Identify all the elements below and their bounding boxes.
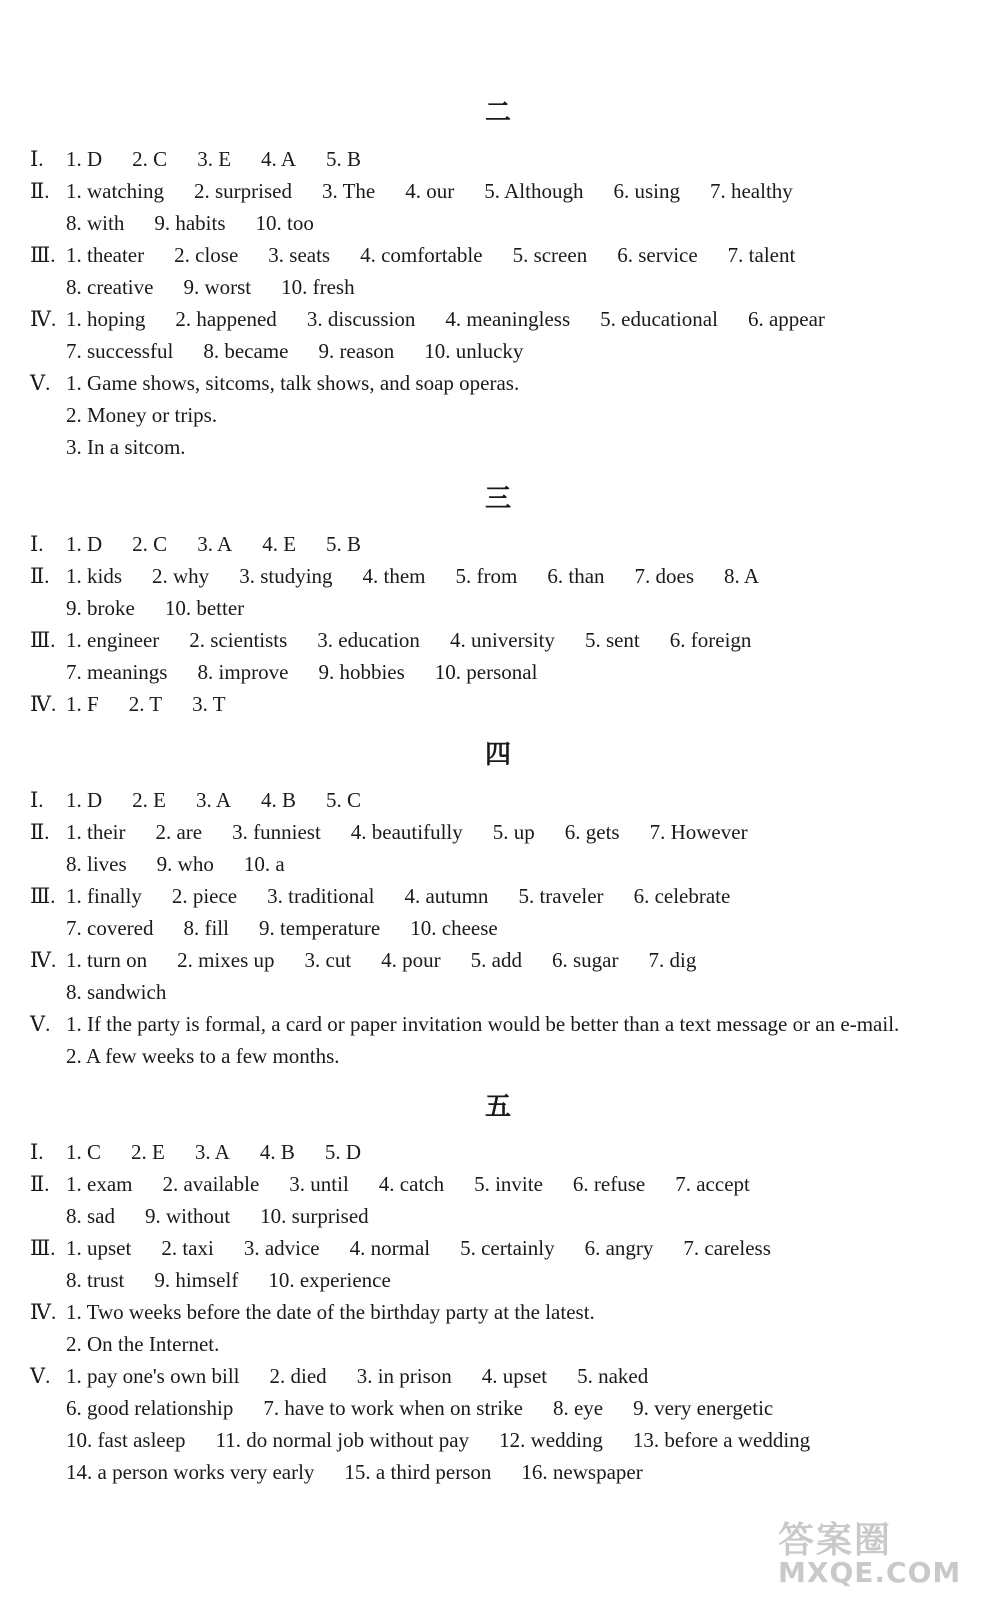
answer-item: 3. In a sitcom. — [66, 435, 186, 459]
answer-item: 1. C — [66, 1140, 102, 1164]
answer-item: 2. C — [132, 532, 168, 556]
answer-list — [66, 1168, 780, 1200]
answer-row — [0, 1264, 996, 1296]
answer-item: 7. covered — [66, 916, 154, 940]
answer-item: 7. talent — [727, 243, 796, 267]
watermark-logo — [778, 1512, 968, 1592]
answer-row — [0, 239, 996, 271]
answer-item: 10. unlucky — [424, 339, 524, 363]
answer-row — [0, 912, 996, 944]
answer-item: 2. close — [174, 243, 239, 267]
answer-item: 8. lives — [66, 852, 127, 876]
answer-list — [66, 528, 391, 560]
answer-item: 5. sent — [584, 628, 640, 652]
answer-list — [66, 816, 778, 848]
answer-item: 3. cut — [304, 948, 352, 972]
answer-row — [0, 175, 996, 207]
answer-list — [66, 239, 825, 271]
answer-item: 11. do normal job without pay — [215, 1428, 470, 1452]
answer-row — [0, 1296, 996, 1328]
answer-item: 2. why — [152, 564, 210, 588]
answer-item: 6. angry — [584, 1236, 654, 1260]
section-title: 二 — [484, 98, 511, 128]
answer-item: 2. are — [155, 820, 203, 844]
answer-item: 10. surprised — [260, 1204, 369, 1228]
part-numeral: Ⅱ. — [30, 179, 50, 203]
answer-list — [66, 1296, 595, 1328]
answer-row — [0, 656, 996, 688]
answer-item: 8. improve — [197, 660, 289, 684]
answer-item: 10. cheese — [410, 916, 498, 940]
answer-item: 3. advice — [243, 1236, 320, 1260]
answer-item: 5. up — [492, 820, 535, 844]
answer-row — [0, 143, 996, 175]
answer-item: 8. trust — [66, 1268, 125, 1292]
answer-list — [66, 271, 385, 303]
answer-item: 7. does — [634, 564, 695, 588]
answer-item: 10. too — [255, 211, 314, 235]
answer-item: 1. Game shows, sitcoms, talk shows, and soap operas. — [66, 371, 520, 395]
answer-row — [0, 303, 996, 335]
answer-item: 5. naked — [577, 1364, 649, 1388]
answer-item: 10. fresh — [281, 275, 355, 299]
answer-item: 8. with — [66, 211, 125, 235]
answer-item: 2. taxi — [161, 1236, 214, 1260]
answer-item: 3. The — [321, 179, 376, 203]
answer-item: 1. their — [66, 820, 126, 844]
answer-item: 9. himself — [154, 1268, 239, 1292]
part-numeral: Ⅲ. — [30, 628, 56, 652]
part-numeral: Ⅱ. — [30, 1172, 50, 1196]
answer-list — [66, 784, 391, 816]
answer-item: 5. B — [326, 147, 362, 171]
answer-item: 4. pour — [381, 948, 441, 972]
answer-item: 9. habits — [154, 211, 226, 235]
answer-row — [0, 431, 996, 463]
answer-list — [66, 848, 315, 880]
answer-list — [66, 656, 567, 688]
answer-item: 6. service — [617, 243, 698, 267]
answer-row — [0, 848, 996, 880]
answer-item: 8. eye — [552, 1396, 604, 1420]
answer-item: 6. good relationship — [66, 1396, 234, 1420]
answer-item: 1. D — [66, 532, 103, 556]
answer-list — [66, 1200, 399, 1232]
answer-list — [66, 1392, 803, 1424]
answer-row — [0, 335, 996, 367]
answer-row — [0, 528, 996, 560]
answer-item: 4. our — [405, 179, 455, 203]
answer-item: 8. became — [203, 339, 289, 363]
section-title: 四 — [484, 740, 511, 770]
answer-list — [66, 399, 217, 431]
answer-row — [0, 1168, 996, 1200]
answer-item: 3. E — [197, 147, 232, 171]
answer-item: 2. happened — [175, 307, 277, 331]
answer-item: 3. A — [197, 532, 233, 556]
answer-item: 6. using — [613, 179, 680, 203]
answer-row — [0, 784, 996, 816]
answer-item: 5. add — [470, 948, 522, 972]
part-numeral: Ⅲ. — [30, 1236, 56, 1260]
answer-item: 3. A — [194, 1140, 230, 1164]
answer-item: 8. sandwich — [66, 980, 167, 1004]
answer-item: 2. T — [128, 692, 163, 716]
answer-row — [0, 688, 996, 720]
answer-item: 5. Although — [484, 179, 584, 203]
answer-item: 5. certainly — [460, 1236, 555, 1260]
part-numeral: Ⅰ. — [30, 1140, 44, 1164]
answer-item: 5. B — [326, 532, 362, 556]
answer-list — [66, 1456, 673, 1488]
answer-item: 4. B — [261, 788, 297, 812]
answer-item: 9. temperature — [258, 916, 381, 940]
answer-row — [0, 816, 996, 848]
answer-row — [0, 1424, 996, 1456]
answer-item: 6. than — [547, 564, 605, 588]
answer-row — [0, 1040, 996, 1072]
answer-list — [66, 431, 186, 463]
part-numeral: Ⅴ. — [30, 1012, 51, 1036]
answer-item: 3. studying — [239, 564, 333, 588]
part-numeral: Ⅳ. — [30, 307, 57, 331]
answer-item: 3. traditional — [267, 884, 375, 908]
answer-item: 4. beautifully — [350, 820, 463, 844]
answer-item: 1. D — [66, 147, 103, 171]
answer-item: 9. worst — [183, 275, 252, 299]
part-numeral: Ⅲ. — [30, 884, 56, 908]
answer-row — [0, 207, 996, 239]
answer-list — [66, 367, 519, 399]
answer-row — [0, 1456, 996, 1488]
answer-item: 3. A — [196, 788, 232, 812]
answer-row — [0, 560, 996, 592]
answer-item: 8. creative — [66, 275, 154, 299]
answer-item: 3. funniest — [232, 820, 321, 844]
answer-list — [66, 688, 256, 720]
answer-item: 8. A — [724, 564, 760, 588]
answer-item: 4. A — [261, 147, 297, 171]
answer-list — [66, 1264, 421, 1296]
part-numeral: Ⅰ. — [30, 532, 44, 556]
answer-item: 4. catch — [378, 1172, 445, 1196]
answer-item: 9. hobbies — [318, 660, 405, 684]
answer-item: 4. autumn — [404, 884, 489, 908]
answer-item: 8. fill — [183, 916, 229, 940]
part-numeral: Ⅴ. — [30, 1364, 51, 1388]
answer-item: 6. celebrate — [633, 884, 731, 908]
answer-list — [66, 1008, 899, 1040]
answer-item: 5. traveler — [518, 884, 604, 908]
answer-item: 9. very energetic — [633, 1396, 774, 1420]
answer-row — [0, 367, 996, 399]
answer-list — [66, 944, 726, 976]
answer-row — [0, 1136, 996, 1168]
answer-list — [66, 880, 760, 912]
answer-item: 3. until — [289, 1172, 349, 1196]
part-numeral: Ⅱ. — [30, 564, 50, 588]
answer-list — [66, 912, 528, 944]
answer-item: 7. careless — [683, 1236, 771, 1260]
answer-item: 6. foreign — [669, 628, 752, 652]
answer-row — [0, 1392, 996, 1424]
answer-item: 3. discussion — [306, 307, 416, 331]
answer-item: 2. surprised — [193, 179, 292, 203]
part-numeral: Ⅰ. — [30, 788, 44, 812]
answer-item: 2. scientists — [189, 628, 288, 652]
answer-item: 9. broke — [66, 596, 135, 620]
answer-item: 1. watching — [66, 179, 164, 203]
watermark-chinese: 答案圈 — [778, 1520, 893, 1561]
part-numeral: Ⅲ. — [30, 243, 56, 267]
answer-item: 1. upset — [66, 1236, 132, 1260]
part-numeral: Ⅳ. — [30, 948, 57, 972]
answer-item: 1. finally — [66, 884, 142, 908]
answer-item: 10. personal — [434, 660, 538, 684]
answer-item: 10. better — [164, 596, 245, 620]
answer-item: 5. from — [455, 564, 518, 588]
answer-row — [0, 1232, 996, 1264]
answer-item: 5. educational — [600, 307, 718, 331]
answer-item: 7. meanings — [66, 660, 168, 684]
answer-item: 2. C — [132, 147, 168, 171]
answer-item: 2. A few weeks to a few months. — [66, 1044, 340, 1068]
answer-item: 3. education — [317, 628, 420, 652]
answer-item: 12. wedding — [499, 1428, 603, 1452]
watermark-url: MXQE.COM — [778, 1556, 962, 1589]
answer-item: 7. dig — [648, 948, 697, 972]
answer-row — [0, 880, 996, 912]
answer-item: 1. turn on — [66, 948, 148, 972]
answer-item: 2. mixes up — [177, 948, 275, 972]
answer-item: 4. university — [449, 628, 555, 652]
answer-item: 2. piece — [171, 884, 238, 908]
answer-item: 1. hoping — [66, 307, 146, 331]
answer-item: 4. them — [362, 564, 426, 588]
answer-item: 1. exam — [66, 1172, 133, 1196]
answer-item: 3. T — [192, 692, 226, 716]
answer-item: 3. in prison — [356, 1364, 452, 1388]
answer-item: 5. D — [324, 1140, 362, 1164]
answer-item: 13. before a wedding — [632, 1428, 811, 1452]
answer-item: 7. healthy — [709, 179, 793, 203]
answer-item: 6. gets — [564, 820, 620, 844]
answer-row — [0, 399, 996, 431]
answer-list — [66, 592, 274, 624]
answer-item: 6. sugar — [551, 948, 619, 972]
part-numeral: Ⅳ. — [30, 692, 57, 716]
answer-item: 3. seats — [268, 243, 331, 267]
answer-list — [66, 207, 344, 239]
answer-item: 7. successful — [66, 339, 174, 363]
answer-row — [0, 271, 996, 303]
answer-item: 7. have to work when on strike — [263, 1396, 523, 1420]
answer-row — [0, 1360, 996, 1392]
answer-list — [66, 335, 553, 367]
answer-item: 9. who — [156, 852, 214, 876]
answer-item: 4. normal — [349, 1236, 431, 1260]
answer-item: 7. accept — [675, 1172, 750, 1196]
answer-item: 10. a — [243, 852, 285, 876]
answer-list — [66, 1040, 340, 1072]
answer-row — [0, 1008, 996, 1040]
answer-item: 8. sad — [66, 1204, 115, 1228]
part-numeral: Ⅱ. — [30, 820, 50, 844]
answer-item: 9. reason — [318, 339, 395, 363]
answer-list — [66, 143, 391, 175]
answer-item: 4. meaningless — [445, 307, 571, 331]
answer-item: 4. comfortable — [360, 243, 483, 267]
answer-item: 2. died — [269, 1364, 327, 1388]
answer-item: 1. engineer — [66, 628, 160, 652]
answer-item: 2. E — [132, 788, 166, 812]
section-title: 三 — [484, 484, 511, 514]
answer-list — [66, 976, 166, 1008]
answer-item: 6. appear — [747, 307, 825, 331]
answer-list — [66, 624, 781, 656]
answer-item: 2. E — [131, 1140, 165, 1164]
answer-item: 4. E — [262, 532, 297, 556]
answer-item: 5. invite — [474, 1172, 543, 1196]
answer-item: 14. a person works very early — [66, 1460, 315, 1484]
part-numeral: Ⅳ. — [30, 1300, 57, 1324]
answer-item: 1. pay one's own bill — [66, 1364, 240, 1388]
answer-list — [66, 1136, 391, 1168]
answer-item: 1. Two weeks before the date of the birthday party at the latest. — [66, 1300, 595, 1324]
answer-item: 7. However — [649, 820, 748, 844]
answer-item: 1. D — [66, 788, 103, 812]
answer-row — [0, 944, 996, 976]
answer-item: 10. fast asleep — [66, 1428, 186, 1452]
answer-row — [0, 592, 996, 624]
answer-list — [66, 1360, 678, 1392]
answer-item: 5. C — [326, 788, 362, 812]
answer-list — [66, 303, 855, 335]
answer-item: 2. Money or trips. — [66, 403, 218, 427]
part-numeral: Ⅰ. — [30, 147, 44, 171]
answer-list — [66, 175, 823, 207]
answer-list — [66, 1424, 840, 1456]
answer-item: 2. On the Internet. — [66, 1332, 220, 1356]
answer-item: 4. upset — [481, 1364, 548, 1388]
answer-list — [66, 560, 789, 592]
answer-item: 6. refuse — [572, 1172, 646, 1196]
answer-row — [0, 1200, 996, 1232]
answer-item: 5. screen — [512, 243, 588, 267]
answer-item: 1. theater — [66, 243, 145, 267]
answer-row — [0, 624, 996, 656]
part-numeral: Ⅴ. — [30, 371, 51, 395]
answer-item: 1. kids — [66, 564, 123, 588]
answer-list — [66, 1232, 801, 1264]
answer-row — [0, 1328, 996, 1360]
answer-row — [0, 976, 996, 1008]
answer-item: 4. B — [259, 1140, 295, 1164]
section-title: 五 — [484, 1092, 511, 1122]
answer-item: 9. without — [145, 1204, 231, 1228]
answer-item: 2. available — [162, 1172, 260, 1196]
answer-item: 16. newspaper — [521, 1460, 643, 1484]
answer-list — [66, 1328, 219, 1360]
answer-item: 1. F — [66, 692, 99, 716]
answer-item: 10. experience — [268, 1268, 391, 1292]
answer-item: 15. a third person — [344, 1460, 492, 1484]
answer-item: 1. If the party is formal, a card or paper invitation would be better than a text message or an e-mail. — [66, 1012, 900, 1036]
